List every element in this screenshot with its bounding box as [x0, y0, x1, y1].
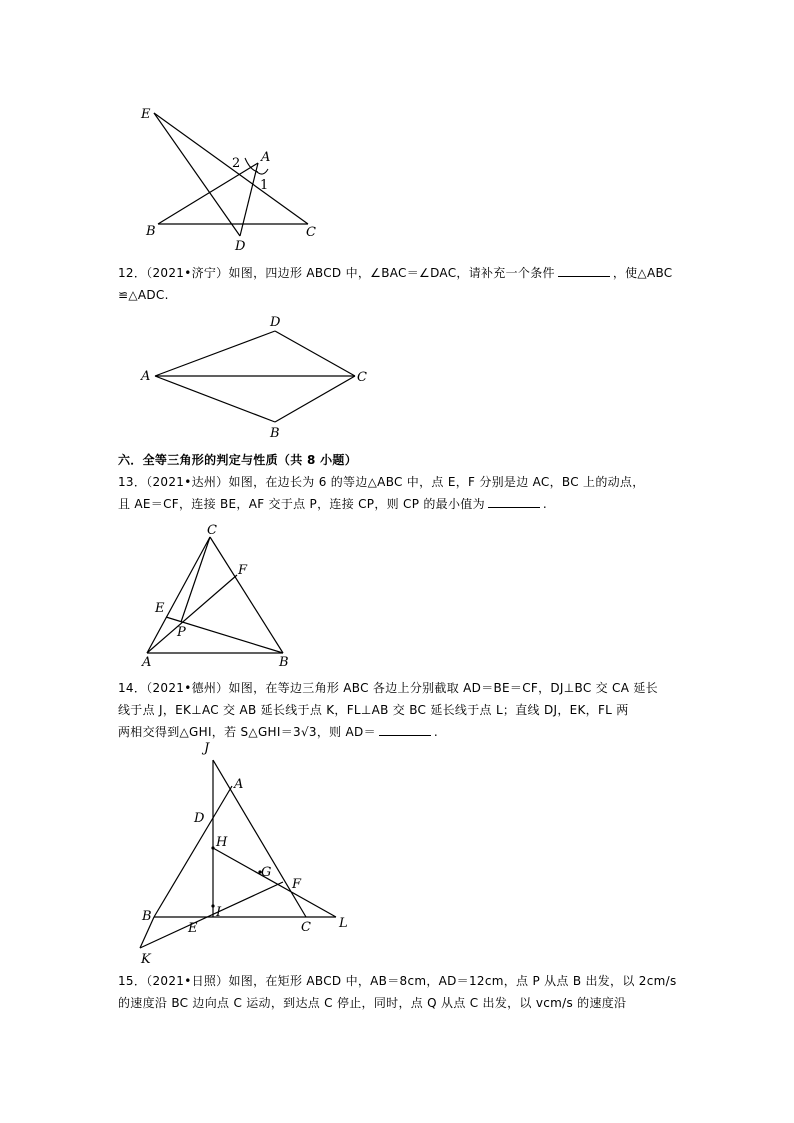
- label-E: E: [188, 921, 198, 936]
- label-angle-1: 1: [260, 178, 269, 193]
- label-C: C: [357, 370, 367, 385]
- q12-text-after: ，使△ABC: [612, 266, 673, 280]
- label-D: D: [270, 315, 281, 330]
- label-angle-2: 2: [232, 156, 241, 171]
- label-L: L: [339, 916, 348, 931]
- q14-text-after: .: [433, 725, 439, 739]
- q13-text-after: .: [542, 497, 547, 511]
- q14-line1: 14．（2021•德州）如图，在等边三角形 ABC 各边上分别截取 AD＝BE＝CF，DJ⊥BC 交 CA 延长: [118, 681, 658, 695]
- label-C: C: [306, 225, 316, 240]
- label-E: E: [141, 107, 151, 122]
- label-A: A: [234, 777, 244, 792]
- label-G: G: [261, 865, 272, 880]
- q12-text: 12．（2021•济宁）如图，四边形 ABCD 中，∠BAC＝∠DAC，请补充一个条件: [118, 266, 555, 280]
- label-A: A: [141, 369, 151, 384]
- line-KF: [140, 882, 283, 948]
- label-A: A: [142, 655, 152, 670]
- label-K: K: [141, 952, 151, 967]
- q15-line1: 15．（2021•日照）如图，在矩形 ABCD 中，AB＝8cm，AD＝12cm，点 P 从点 B 出发，以 2cm/s: [118, 974, 677, 988]
- q14-text: 两相交得到△GHI，若 S△GHI＝3√3，则 AD＝: [118, 725, 376, 739]
- label-C: C: [207, 523, 217, 538]
- label-F: F: [238, 563, 248, 578]
- label-B: B: [270, 426, 280, 441]
- label-B: B: [146, 224, 156, 239]
- label-D: D: [194, 811, 205, 826]
- section-heading: 六．全等三角形的判定与性质（共 8 小题）: [118, 453, 358, 467]
- label-H: H: [216, 835, 228, 850]
- q13-text: 且 AE＝CF，连接 BE，AF 交于点 P，连接 CP，则 CP 的最小值为: [118, 497, 485, 511]
- label-J: J: [204, 741, 210, 756]
- point-I: [211, 904, 214, 907]
- q13-line1: 13．（2021•达州）如图，在边长为 6 的等边△ABC 中，点 E，F 分别是边 AC，BC 上的动点，: [118, 475, 645, 489]
- label-C: C: [301, 920, 311, 935]
- label-P: P: [177, 625, 186, 640]
- q14-line2: 线于点 J，EK⊥AC 交 AB 延长线于点 K，FL⊥AB 交 BC 延长线于点 L；直线 DJ，EK，FL 两: [118, 703, 629, 717]
- q15-line2: 的速度沿 BC 边向点 C 运动，到达点 C 停止，同时，点 Q 从点 C 出发，以 vcm/s 的速度沿: [118, 996, 627, 1010]
- label-A: A: [261, 150, 271, 165]
- line-HL: [213, 848, 336, 917]
- point-H: [211, 846, 214, 849]
- label-B: B: [142, 909, 152, 924]
- label-I: I: [216, 905, 222, 920]
- label-B: B: [279, 655, 289, 670]
- q12-line2: ≌△ADC.: [118, 288, 169, 302]
- label-F: F: [292, 877, 302, 892]
- label-E: E: [155, 601, 165, 616]
- label-D: D: [235, 239, 246, 254]
